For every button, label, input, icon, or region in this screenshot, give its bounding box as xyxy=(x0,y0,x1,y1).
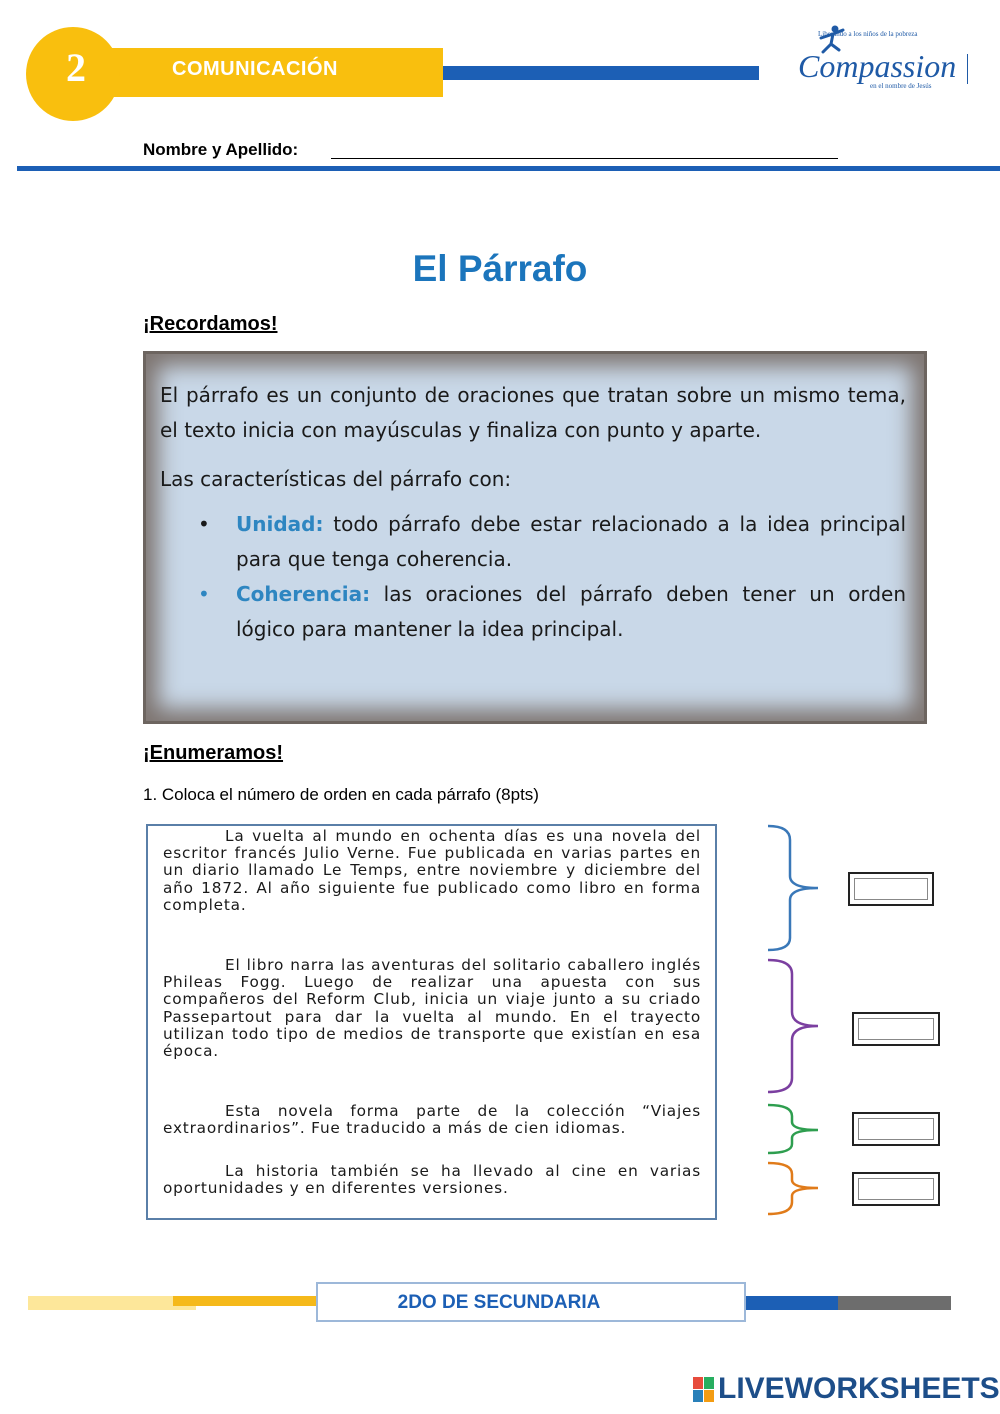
page-title: El Párrafo xyxy=(412,248,588,289)
footer-yellow-bar xyxy=(173,1296,333,1306)
header-blue-bar xyxy=(443,66,759,80)
bracket-1 xyxy=(768,826,818,950)
paragraph-3 xyxy=(163,1103,701,1137)
name-input-line[interactable] xyxy=(331,158,838,159)
unit-number: 2 xyxy=(66,45,86,90)
answer-box-1[interactable] xyxy=(848,872,934,906)
paragraph-2 xyxy=(163,957,701,1060)
brackets xyxy=(760,820,830,1220)
answer-box-4[interactable] xyxy=(852,1172,940,1206)
feature-coherencia xyxy=(160,577,906,647)
footer-gray-bar xyxy=(838,1296,951,1310)
paragraph-1 xyxy=(163,828,701,914)
feature-text: las oraciones del párrafo deben tener un orden lógico para mantener la idea principal. xyxy=(236,582,906,641)
recordamos-content xyxy=(160,378,906,647)
footer-blue-bar xyxy=(745,1296,838,1310)
bracket-3 xyxy=(768,1105,818,1153)
paragraph-text: La vuelta al mundo en ochenta días es una novela del escritor francés Julio Verne. Fue publicada en varias partes en un diario llamado Le Temps, entre noviembre y diciembre del año 1872. Al año siguiente fue publicado como libro en forma completa. xyxy=(163,827,701,914)
bracket-4 xyxy=(768,1163,818,1214)
paragraph-text: Esta novela forma parte de la colección “Viajes extraordinarios”. Fue traducido a más de cien idiomas. xyxy=(163,1102,701,1138)
feature-term: Coherencia: xyxy=(236,582,371,606)
liveworksheets-brand: LIVEWORKSHEETS xyxy=(718,1372,1000,1405)
feature-unidad xyxy=(160,507,906,577)
logo-tagline: Liberando a los niños de la pobreza xyxy=(818,30,918,38)
bullet-icon: • xyxy=(198,512,210,536)
logo-name: Compassion xyxy=(798,48,957,84)
enumeramos-heading: ¡Enumeramos! xyxy=(143,742,284,764)
bracket-2 xyxy=(768,960,818,1092)
features-intro: Las características del párrafo con: xyxy=(160,467,512,491)
logo-subtitle: en el nombre de Jesús xyxy=(870,82,932,90)
paragraph-text: La historia también se ha llevado al cine en varias oportunidades y en diferentes versiones. xyxy=(163,1162,701,1198)
subject-label: COMUNICACIÓN xyxy=(172,58,338,80)
paragraph-text: El libro narra las aventuras del solitario caballero inglés Phileas Fogg. Luego de realizar una apuesta con sus compañeros del Reform Club, inicia un viaje junto a su criado Passepartout para dar la vuelta al mundo. En el trayecto utilizan todo tipo de medios de transporte que existían en esa época. xyxy=(163,956,701,1061)
logo-separator xyxy=(967,54,968,84)
liveworksheets-icon xyxy=(693,1377,715,1403)
bullet-icon: • xyxy=(198,582,210,606)
grade-label: 2DO DE SECUNDARIA xyxy=(397,1292,601,1313)
paragraph-4 xyxy=(163,1163,701,1197)
header-rule xyxy=(17,166,1000,171)
feature-term: Unidad: xyxy=(236,512,324,536)
footer-light-bar xyxy=(28,1296,196,1310)
name-label: Nombre y Apellido: xyxy=(143,140,299,159)
definition-text: El párrafo es un conjunto de oraciones que tratan sobre un mismo tema, el texto inicia con mayúsculas y finaliza con punto y aparte. xyxy=(160,383,906,442)
recordamos-heading: ¡Recordamos! xyxy=(143,313,278,335)
instruction-text: 1. Coloca el número de orden en cada párrafo (8pts) xyxy=(143,785,539,804)
answer-box-3[interactable] xyxy=(852,1112,940,1146)
answer-box-2[interactable] xyxy=(852,1012,940,1046)
feature-text: todo párrafo debe estar relacionado a la idea principal para que tenga coherencia. xyxy=(236,512,907,571)
